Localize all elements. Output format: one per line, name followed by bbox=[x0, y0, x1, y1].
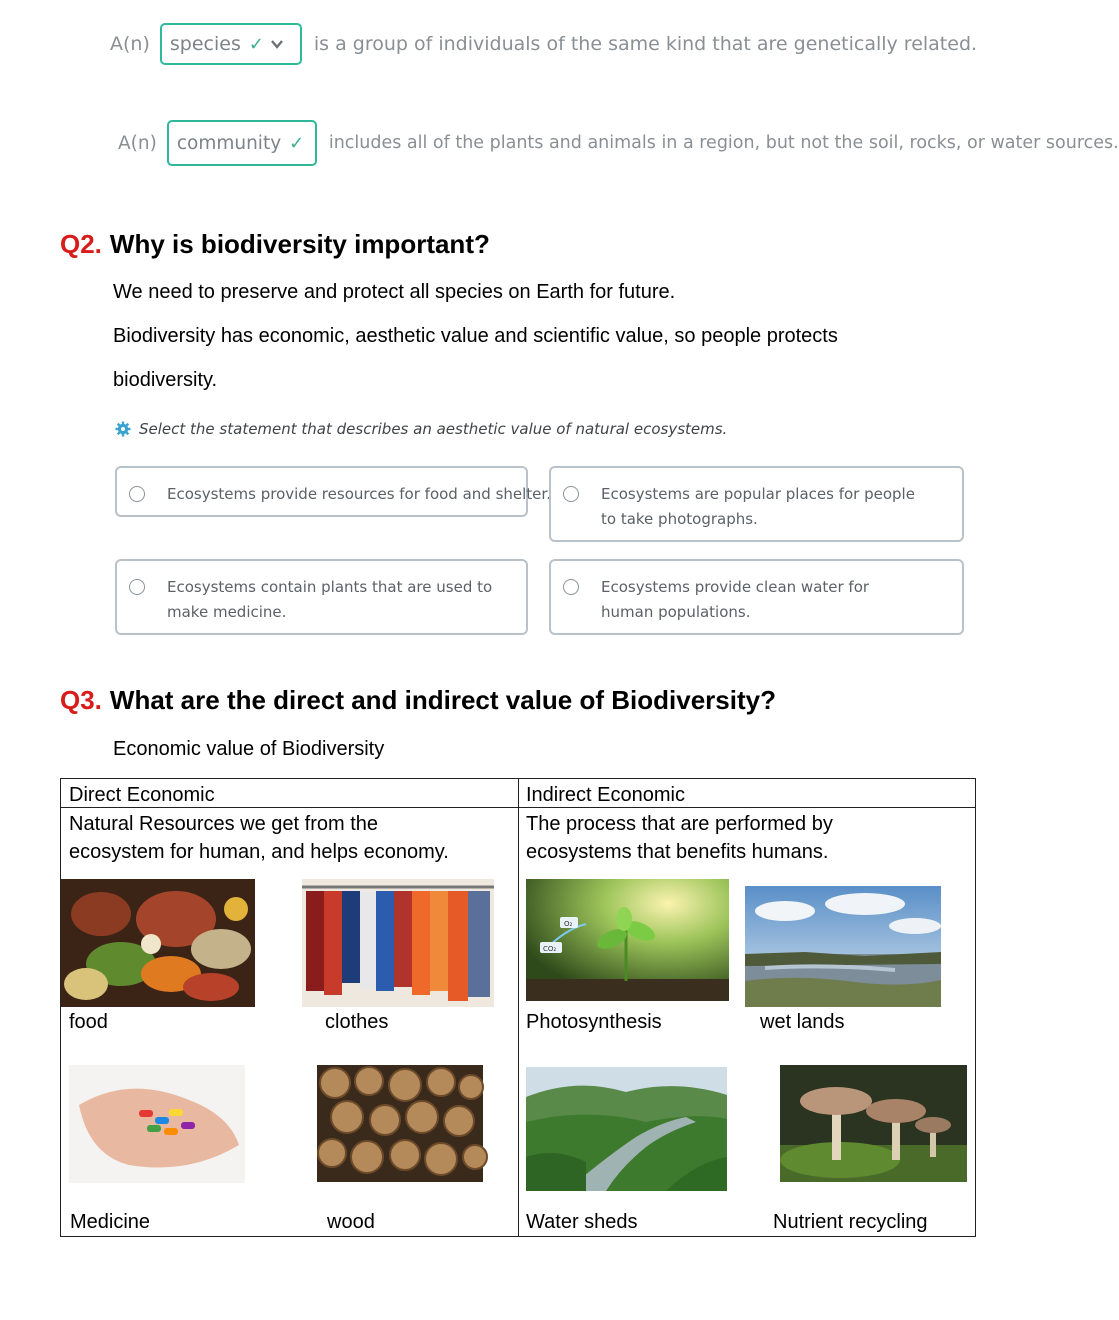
community-dropdown[interactable] bbox=[167, 120, 317, 166]
fill-sentence: is a group of individuals of the same kind that are genetically related. bbox=[313, 33, 978, 55]
clothes-photo bbox=[302, 879, 494, 1007]
wetlands-photo bbox=[745, 886, 941, 1007]
option-label: Ecosystems contain plants that are used to make medicine. bbox=[167, 578, 493, 621]
food-photo bbox=[61, 879, 255, 1007]
quiz-prompt bbox=[115, 420, 727, 438]
table-divider bbox=[518, 779, 519, 1236]
fill-blank-row-1 bbox=[110, 23, 977, 65]
q3-heading bbox=[60, 685, 776, 716]
co2-label: CO₂ bbox=[543, 945, 557, 953]
fill-prefix: A(n) bbox=[110, 33, 150, 55]
gear-icon bbox=[115, 421, 131, 437]
q3-number: Q3. bbox=[60, 685, 102, 715]
q2-answer-line-2: Biodiversity has economic, aesthetic value and scientific value, so people protects bbox=[113, 325, 838, 347]
q2-number: Q2. bbox=[60, 229, 102, 259]
nutrient-recycling-photo bbox=[780, 1065, 967, 1182]
clothes-label: clothes bbox=[325, 1011, 389, 1033]
q2-answer-line-1: We need to preserve and protect all species on Earth for future. bbox=[113, 281, 676, 303]
radio-icon[interactable] bbox=[129, 579, 145, 595]
check-icon: ✓ bbox=[248, 33, 264, 55]
medicine-photo bbox=[69, 1065, 245, 1183]
radio-icon[interactable] bbox=[563, 579, 579, 595]
fill-prefix: A(n) bbox=[118, 132, 157, 154]
q3-title: What are the direct and indirect value of Biodiversity? bbox=[109, 685, 776, 715]
dropdown-value: community bbox=[176, 132, 282, 154]
wood-photo bbox=[317, 1065, 483, 1182]
nutrient-recycling-label: Nutrient recycling bbox=[773, 1211, 928, 1233]
quiz-option-1[interactable] bbox=[115, 466, 551, 517]
q2-heading bbox=[60, 229, 490, 260]
quiz-option-2[interactable] bbox=[549, 466, 964, 542]
wood-label: wood bbox=[327, 1211, 375, 1233]
option-label: Ecosystems provide resources for food and shelter. bbox=[167, 485, 551, 503]
wetlands-label: wet lands bbox=[760, 1011, 845, 1033]
q2-answer-line-3: biodiversity. bbox=[113, 369, 218, 391]
dropdown-value: species bbox=[169, 33, 241, 55]
q2-title: Why is biodiversity important? bbox=[109, 229, 490, 259]
fill-blank-row-2 bbox=[118, 120, 1119, 166]
indirect-description-line-1: The process that are performed by bbox=[526, 813, 833, 835]
photosynthesis-label: Photosynthesis bbox=[526, 1011, 662, 1033]
watersheds-photo bbox=[526, 1067, 727, 1191]
q3-subtitle: Economic value of Biodiversity bbox=[113, 738, 385, 760]
indirect-header: Indirect Economic bbox=[526, 784, 685, 806]
watersheds-label: Water sheds bbox=[526, 1211, 638, 1233]
quiz-option-4[interactable] bbox=[549, 559, 964, 635]
quiz-option-3[interactable] bbox=[115, 559, 528, 635]
indirect-description-line-2: ecosystems that benefits humans. bbox=[526, 841, 829, 863]
direct-header: Direct Economic bbox=[69, 784, 215, 806]
o2-label: O₂ bbox=[564, 920, 573, 928]
quiz-prompt-text: Select the statement that describes an aesthetic value of natural ecosystems. bbox=[139, 420, 728, 438]
species-dropdown[interactable] bbox=[160, 23, 302, 65]
fill-sentence: includes all of the plants and animals in a region, but not the soil, rocks, or water sources. bbox=[328, 133, 1119, 153]
medicine-label: Medicine bbox=[70, 1211, 151, 1233]
check-icon: ✓ bbox=[289, 132, 305, 154]
food-label: food bbox=[69, 1011, 108, 1033]
radio-icon[interactable] bbox=[129, 486, 145, 502]
option-label: Ecosystems provide clean water for human populations. bbox=[601, 578, 870, 621]
direct-description-line-1: Natural Resources we get from the bbox=[69, 813, 379, 835]
chevron-down-icon bbox=[270, 37, 284, 51]
radio-icon[interactable] bbox=[563, 486, 579, 502]
option-label: Ecosystems are popular places for people to take photographs. bbox=[601, 485, 915, 528]
photosynthesis-photo bbox=[526, 879, 729, 1001]
economic-value-table bbox=[60, 778, 976, 1237]
direct-description-line-2: ecosystem for human, and helps economy. bbox=[69, 841, 449, 863]
